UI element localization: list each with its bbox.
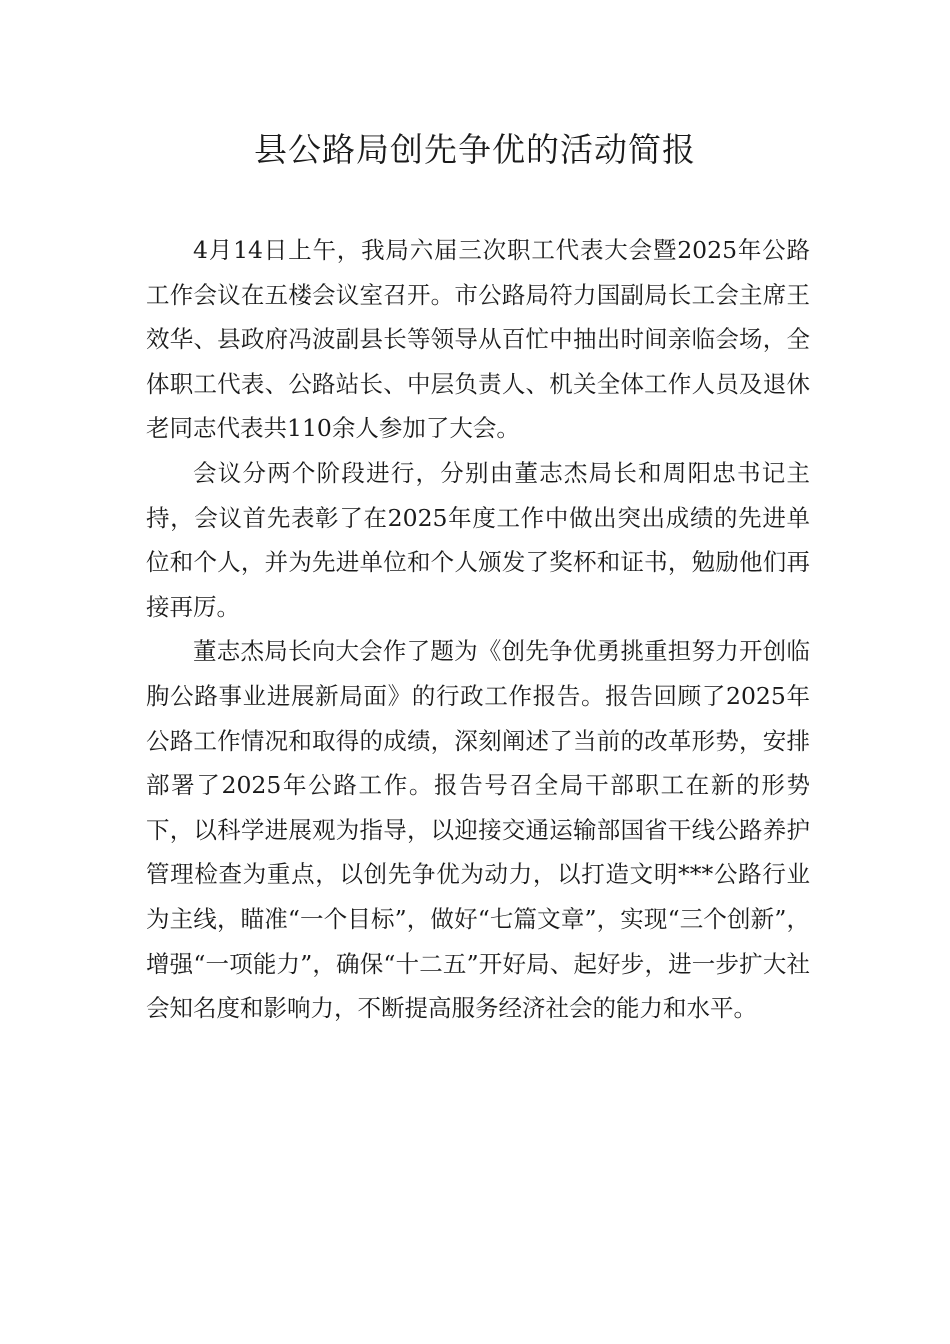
document-body xyxy=(146,228,810,1031)
document-title: 县公路局创先争优的活动简报 xyxy=(254,130,696,169)
paragraph-2: 会议分两个阶段进行，分别由董志杰局长和周阳忠书记主持，会议首先表彰了在2025年度工作中做出突出成绩的先进单位和个人，并为先进单位和个人颁发了奖杯和证书，勉励他们再接再厉。 xyxy=(146,458,810,621)
paragraph-3: 董志杰局长向大会作了题为《创先争优勇挑重担努力开创临朐公路事业进展新局面》的行政工作报告。报告回顾了2025年公路工作情况和取得的成绩，深刻阐述了当前的改革形势，安排部署了2025年公路工作。报告号召全局干部职工在新的形势下，以科学进展观为指导，以迎接交通运输部国省干线公路养护管理检查为重点，以创先争优为动力，以打造文明***公路行业为主线，瞄准“一个目标”，做好“七篇文章”，实现“三个创新”，增强“一项能力”，确保“十二五”开好局、起好步，进一步扩大社会知名度和影响力，不断提高服务经济社会的能力和水平。 xyxy=(146,637,810,1023)
paragraph-1: 4月14日上午，我局六届三次职工代表大会暨2025年公路工作会议在五楼会议室召开。市公路局符力国副局长工会主席王效华、县政府冯波副县长等领导从百忙中抽出时间亲临会场，全体职工代表、公路站长、中层负责人、机关全体工作人员及退休老同志代表共110余人参加了大会。 xyxy=(146,236,810,443)
